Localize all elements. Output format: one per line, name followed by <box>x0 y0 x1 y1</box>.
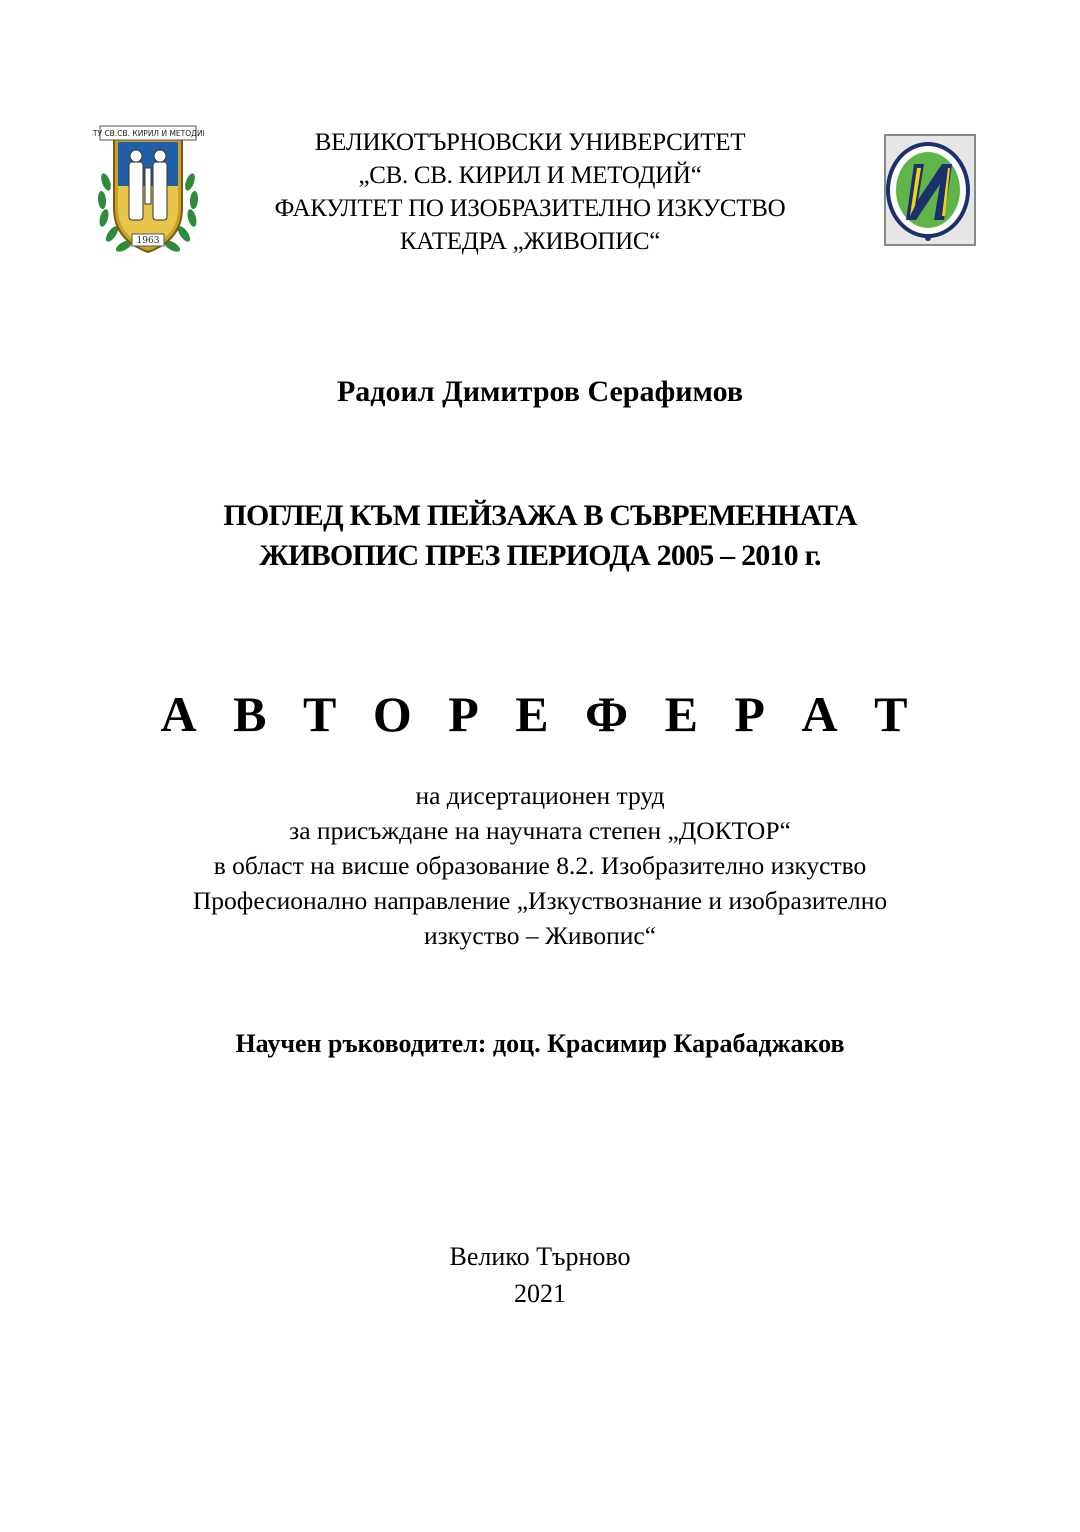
year: 2021 <box>514 1279 566 1308</box>
place-and-year <box>0 1238 1080 1312</box>
institution-header <box>230 126 830 258</box>
description-line-3: в област на висше образование 8.2. Изобразително изкуство <box>213 851 867 880</box>
document-type-heading: А В Т О Р Е Ф Е Р А Т <box>160 686 920 742</box>
description-line-5: изкуство – Живопис“ <box>423 921 657 950</box>
header-line-faculty: ФАКУЛТЕТ ПО ИЗОБРАЗИТЕЛНО ИЗКУСТВО <box>274 195 786 222</box>
dissertation-title <box>0 496 1080 576</box>
dissertation-description <box>0 778 1080 953</box>
faculty-logo-icon <box>884 134 976 246</box>
description-line-4: Професионално направление „Изкуствознание и изобразително <box>192 886 888 915</box>
header-line-university-name: „СВ. СВ. КИРИЛ И МЕТОДИЙ“ <box>358 162 702 189</box>
header-line-university: ВЕЛИКОТЪРНОВСКИ УНИВЕРСИТЕТ <box>314 129 746 156</box>
city: Велико Търново <box>449 1242 631 1271</box>
university-crest-icon <box>92 122 204 262</box>
description-line-2: за присъждане на научната степен „ДОКТОР“ <box>289 816 791 845</box>
header-line-department: КАТЕДРА „ЖИВОПИС“ <box>399 228 661 255</box>
title-line-2: ЖИВОПИС ПРЕЗ ПЕРИОДА 2005 – 2010 г. <box>259 539 821 572</box>
crest-year: 1963 <box>136 236 160 246</box>
crest-ribbon-text: ВТУ СВ.СВ. КИРИЛ И МЕТОДИЙ <box>92 129 204 138</box>
title-line-1: ПОГЛЕД КЪМ ПЕЙЗАЖА В СЪВРЕМЕННАТА <box>223 499 857 532</box>
description-line-1: на дисертационен труд <box>415 781 665 810</box>
author-name: Радоил Димитров Серафимов <box>336 375 744 408</box>
scientific-supervisor: Научен ръководител: доц. Красимир Карабаджаков <box>235 1029 845 1058</box>
